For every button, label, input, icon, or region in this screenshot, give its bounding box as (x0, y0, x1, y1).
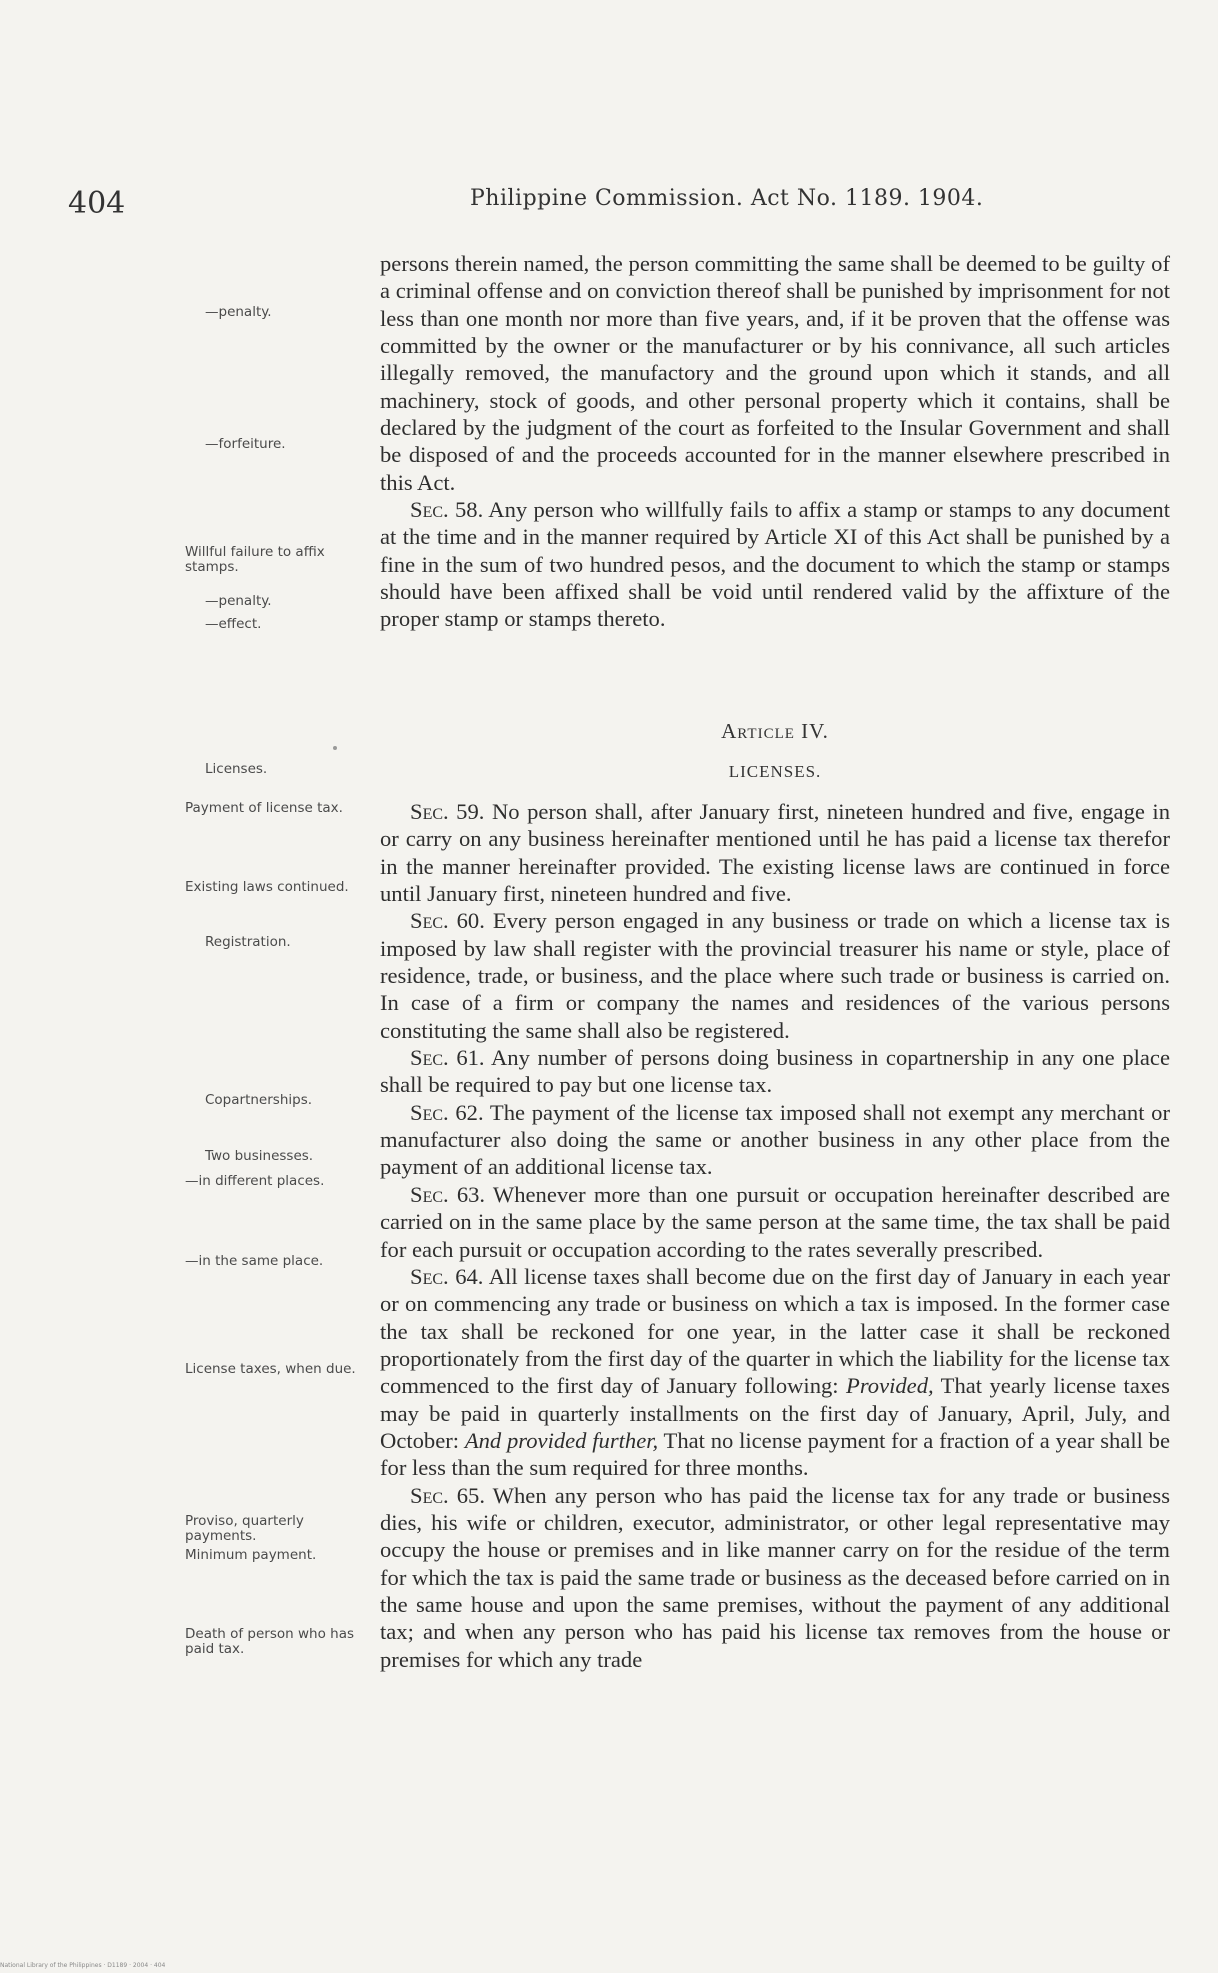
margin-note: Minimum payment. (185, 1547, 317, 1563)
margin-note: —in the same place. (185, 1253, 324, 1269)
section-text: When any person who has paid the license tax for any trade or business dies, his wife or children, executor, administrator, or other legal representative may occupy the house or premises and in like manner carry on for the residue of the term for which the tax is paid the same trade or business as the deceased before carried on in the same house and upon the same premises, without the payment of any additional tax; and when any person who has paid his license tax removes from the house or premises for which any trade (380, 1482, 1170, 1672)
section-label: Sec. 60. (410, 908, 485, 934)
margin-note: Willful failure to affix stamps. (185, 544, 325, 575)
section-text: Whenever more than one pursuit or occupation hereinafter described are carried on in the same place by the same person at the same time, the tax shall be paid for each pursuit or occupation according to the rates severally prescribed. (380, 1181, 1170, 1262)
margin-note: Proviso, quarterly payments. (185, 1513, 304, 1544)
proviso-term: And provided further, (464, 1427, 659, 1453)
section-text: The payment of the license tax imposed shall not exempt any merchant or manufacturer also doing the same or another business in any other place from the payment of an additional license tax. (380, 1099, 1170, 1180)
body-top (380, 250, 1170, 633)
section-text: All license taxes shall become due on the first day of January in each year or on commencing any trade or business on which a tax is imposed. In the former case the tax shall be reckoned for one year, in the latter case it shall be reckoned proportionately from the first day of the quarter in which the liability for the license tax commenced to the first day of January following: (380, 1263, 1170, 1399)
section-label: Sec. 64. (410, 1263, 484, 1289)
running-head: Philippine Commission. Act No. 1189. 1904. (470, 186, 984, 211)
margin-note: Existing laws continued. (185, 879, 349, 895)
margin-note: —in different places. (185, 1173, 325, 1189)
section-65 (380, 1482, 1170, 1673)
section-label: Sec. 59. (410, 799, 485, 824)
section-text: Any number of persons doing business in copartnership in any one place shall be required to pay but one license tax. (380, 1045, 1170, 1098)
margin-note: —effect. (205, 616, 262, 632)
section-59 (380, 798, 1170, 907)
scan-footer-stamp: National Library of the Philippines · D1189 · 2004 · 404 (0, 1962, 166, 1969)
section-63 (380, 1181, 1170, 1263)
margin-note: License taxes, when due. (185, 1361, 356, 1377)
margin-note: Two businesses. (205, 1148, 314, 1164)
continuation-paragraph: persons therein named, the person committing the same shall be deemed to be guilty of a criminal offense and on conviction thereof shall be punished by imprisonment for not less than one month nor more than five years, and, if it be proven that the offense was committed by the owner or the manufacturer or by his connivance, all such articles illegally removed, the manufactory and the ground upon which it stands, and all machinery, stock of goods, and other personal property which it contains, shall be declared by the judgment of the court as forfeited to the Insular Government and shall be disposed of and the proceeds accounted for in the manner elsewhere prescribed in this Act. (380, 251, 1170, 495)
margin-note: Registration. (205, 934, 291, 950)
scan-speck (333, 746, 337, 750)
margin-note: —penalty. (205, 593, 272, 609)
section-label: Sec. 62. (410, 1099, 484, 1125)
margin-note: —penalty. (205, 304, 272, 320)
proviso-term: Provided, (846, 1373, 934, 1399)
section-text: That yearly license taxes may be paid in quarterly installments on the first day of January, April, July, and October: (380, 1373, 1170, 1453)
margin-note: —forfeiture. (205, 436, 286, 452)
margin-note: Death of person who has paid tax. (185, 1626, 354, 1657)
margin-note: Licenses. (205, 761, 268, 777)
section-60 (380, 907, 1170, 1044)
body-sections (380, 798, 1170, 1673)
section-label: Sec. 58. (410, 497, 484, 523)
article-subheading: LICENSES. (728, 762, 822, 781)
section-label: Sec. 61. (410, 1045, 485, 1071)
section-64 (380, 1263, 1170, 1482)
section-62 (380, 1099, 1170, 1181)
section-text: Every person engaged in any business or trade on which a license tax is imposed by law shall register with the provincial treasurer his name or style, place of residence, trade, or business, and the place where such trade or business is carried on. In case of a firm or company the names and residences of the various persons constituting the same shall also be registered. (380, 908, 1170, 1043)
section-61 (380, 1044, 1170, 1099)
page-number: 404 (68, 186, 126, 221)
section-label: Sec. 63. (410, 1181, 486, 1207)
section-text: No person shall, after January first, nineteen hundred and five, engage in or carry on any business hereinafter mentioned until he has paid a license tax therefor in the manner hereinafter provided. The existing license laws are continued in force until January first, nineteen hundred and five. (380, 799, 1170, 907)
section-text: Any person who willfully fails to affix a stamp or stamps to any document at the time and in the manner required by Article XI of this Act shall be punished by a fine in the sum of two hundred pesos, and the document to which the stamp or stamps should have been affixed shall be void until rendered valid by the affixture of the proper stamp or stamps thereto. (380, 497, 1170, 632)
margin-note: Payment of license tax. (185, 800, 343, 816)
article-heading: Article IV. (721, 719, 829, 743)
section-58 (380, 496, 1170, 633)
section-label: Sec. 65. (410, 1482, 485, 1508)
section-text: That no license payment for a fraction of a year shall be for less than the sum required for three months. (380, 1427, 1170, 1481)
margin-note: Copartnerships. (205, 1092, 313, 1108)
